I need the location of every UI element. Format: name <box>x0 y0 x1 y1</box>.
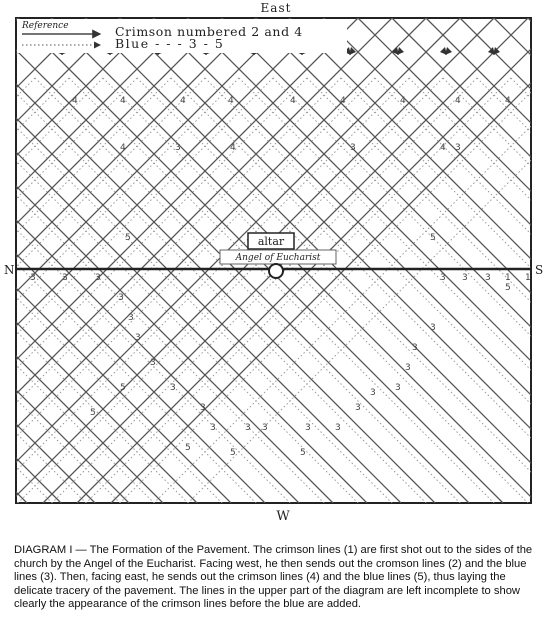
line-number-label: 3 <box>335 423 341 433</box>
crimson-diagonal-line <box>0 18 225 503</box>
line-number-label: 3 <box>135 333 141 343</box>
crimson-reference-label: Crimson numbered 2 and 4 <box>115 24 303 39</box>
line-number-label: 5 <box>430 233 436 243</box>
line-number-label: 3 <box>30 273 36 283</box>
line-number-label: 3 <box>118 293 124 303</box>
crimson-diagonal-line <box>0 18 197 503</box>
line-number-label: 3 <box>62 273 68 283</box>
crimson-diagonal-line <box>494 18 549 503</box>
line-number-label: 3 <box>355 403 361 413</box>
line-number-label: 3 <box>370 388 376 398</box>
line-number-label: 3 <box>210 423 216 433</box>
blue-diagonal-line <box>0 78 316 540</box>
crimson-diagonal-line <box>0 18 52 503</box>
line-number-label: 5 <box>125 233 131 243</box>
line-number-label: 4 <box>440 143 446 153</box>
arrowhead-icon <box>445 47 452 55</box>
line-number-label: 3 <box>462 273 468 283</box>
blue-diagonal-line <box>0 78 10 540</box>
diagram-caption: DIAGRAM I — The Formation of the Pavement. The crimson lines (1) are first shot out to the sides of the church by the Angel of the Eucharist. Facing west, he then sends out the cromson lines (2) and the blue lines (3). Then, facing east, he sends out the crimson lines (4) and the blue lines (5), thus laying the delicate tracery of the pavement. The lines in the upper part of the diagram are left incomplete to show clearly the appearance of the crimson lines before the blue are added. <box>14 544 533 611</box>
line-number-label: 3 <box>412 343 418 353</box>
line-number-label: 5 <box>300 448 306 458</box>
line-number-label: 5 <box>120 383 126 393</box>
blue-diagonal-line <box>128 78 549 540</box>
line-number-label: 1 <box>505 273 511 283</box>
crimson-diagonal-line <box>392 18 549 503</box>
line-number-label: 3 <box>440 273 446 283</box>
line-number-label: 3 <box>405 363 411 373</box>
blue-diagonal-line <box>0 78 35 540</box>
line-number-label: 5 <box>230 448 236 458</box>
line-number-label: 5 <box>185 443 191 453</box>
blue-diagonal-line <box>0 78 341 540</box>
line-number-label: 3 <box>262 423 268 433</box>
blue-diagonal-line <box>545 78 549 540</box>
blue-diagonal-line <box>35 78 520 540</box>
line-number-label: 3 <box>485 273 491 283</box>
crimson-diagonal-line <box>460 18 549 503</box>
line-number-label: 3 <box>430 323 436 333</box>
crimson-diagonal-line <box>0 18 86 503</box>
crimson-diagonal-line <box>0 18 401 503</box>
blue-diagonal-line <box>26 78 511 540</box>
crimson-diagonal-line <box>324 18 549 503</box>
line-number-label: 4 <box>230 143 236 153</box>
compass-top: East <box>260 1 292 15</box>
blue-diagonal-line <box>375 78 549 540</box>
crimson-diagonal-line <box>0 18 188 503</box>
line-number-label: 3 <box>170 383 176 393</box>
reference-title: Reference <box>22 21 69 31</box>
line-number-label: 3 <box>128 313 134 323</box>
line-number-label: 3 <box>245 423 251 433</box>
arrowhead-icon <box>397 47 404 55</box>
line-number-label: 5 <box>505 283 511 293</box>
line-number-label: 3 <box>150 358 156 368</box>
blue-diagonal-line <box>0 78 375 540</box>
line-number-label: 4 <box>290 96 296 106</box>
line-number-label: 3 <box>395 383 401 393</box>
blue-diagonal-line <box>60 78 545 540</box>
blue-diagonal-line <box>171 78 549 540</box>
blue-diagonal-line <box>94 78 549 540</box>
blue-diagonal-line <box>0 78 180 540</box>
line-number-label: 4 <box>400 96 406 106</box>
blue-reference-label: Blue - - - 3 - 5 <box>115 36 225 51</box>
line-number-label: 3 <box>175 143 181 153</box>
crimson-diagonal-line <box>0 18 61 503</box>
angel-position-marker <box>269 264 283 278</box>
line-number-label: 5 <box>90 408 96 418</box>
blue-diagonal-line <box>0 78 137 540</box>
line-number-label: 4 <box>340 96 346 106</box>
blue-diagonal-line <box>0 78 1 540</box>
line-number-label: 3 <box>95 273 101 283</box>
crimson-diagonal-line <box>0 18 129 503</box>
compass-bottom: W <box>276 509 290 524</box>
line-number-label: 3 <box>350 143 356 153</box>
blue-diagonal-line <box>239 78 549 540</box>
line-number-label: 4 <box>455 96 461 106</box>
blue-diagonal-line <box>0 78 282 540</box>
crimson-diagonal-line <box>0 18 120 503</box>
blue-diagonal-line <box>0 78 409 540</box>
line-number-label: 4 <box>505 96 511 106</box>
compass-right: S <box>535 263 544 277</box>
line-number-label: 3 <box>455 143 461 153</box>
compass-left: N <box>4 263 15 277</box>
altar-label: altar <box>257 235 285 248</box>
line-number-label: 4 <box>180 96 186 106</box>
line-number-label: 3 <box>305 423 311 433</box>
blue-diagonal-line <box>0 78 384 540</box>
line-number-label: 4 <box>120 96 126 106</box>
line-number-label: 3 <box>200 403 206 413</box>
line-number-label: 4 <box>72 96 78 106</box>
angel-label: Angel of Eucharist <box>235 253 321 263</box>
line-number-label: 1 <box>525 273 531 283</box>
blue-diagonal-line <box>1 78 486 540</box>
line-number-label: 4 <box>228 96 234 106</box>
blue-diagonal-line <box>0 78 171 540</box>
line-number-label: 4 <box>120 143 126 153</box>
